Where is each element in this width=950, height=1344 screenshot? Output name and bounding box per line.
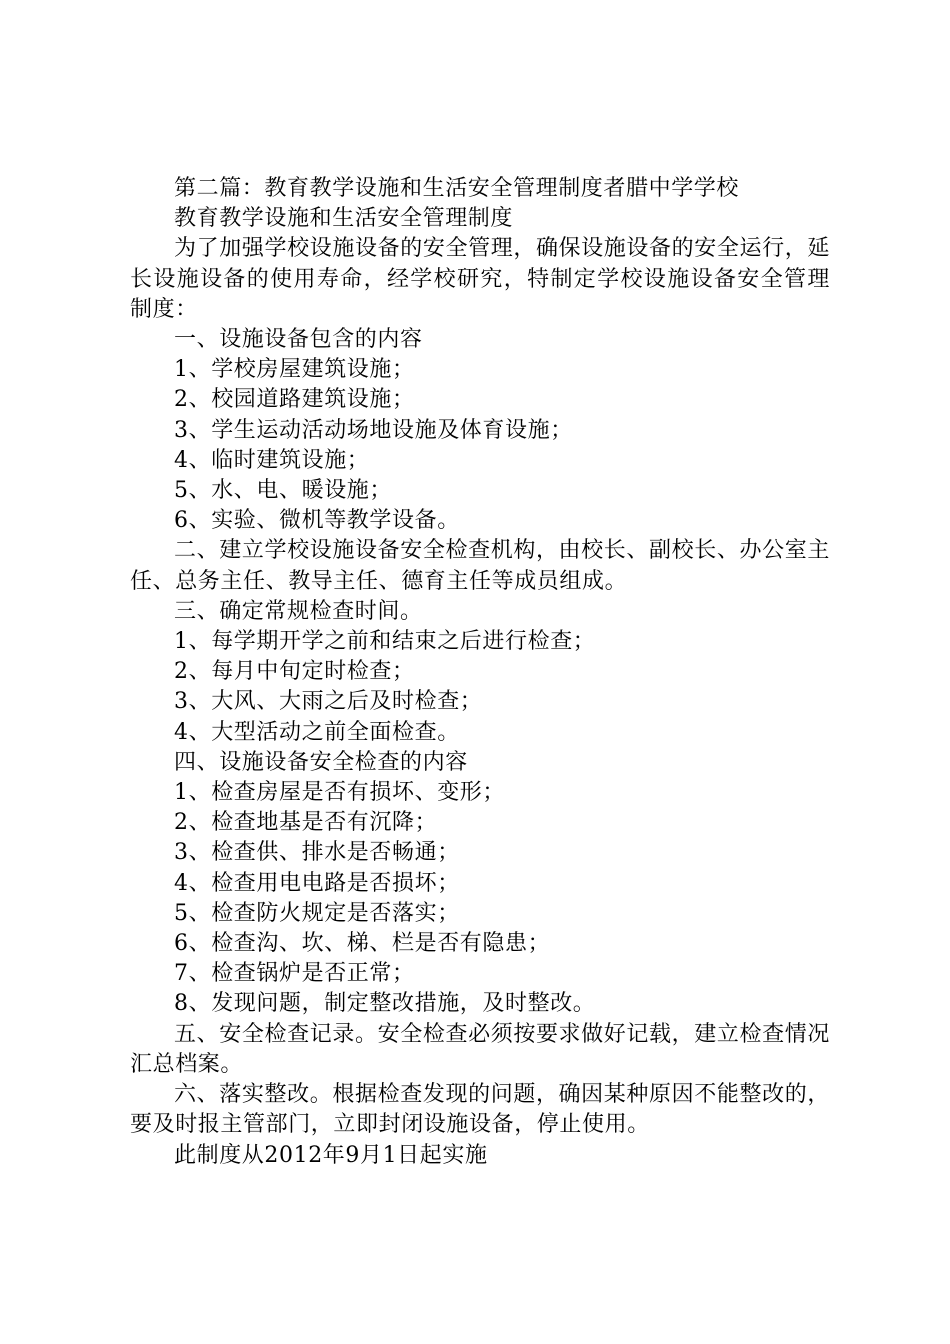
section-heading-2: 二、建立学校设施设备安全检查机构，由校长、副校长、办公室主任、总务主任、教导主任、德育主任等成员组成。 (130, 538, 830, 594)
list-item: 4、临时建筑设施； (174, 447, 370, 473)
list-item: 2、校园道路建筑设施； (174, 387, 415, 413)
list-item: 2、每月中旬定时检查； (174, 659, 415, 685)
list-item: 1、检查房屋是否有损坏、变形； (174, 780, 505, 806)
list-item: 3、学生运动活动场地设施及体育设施； (174, 417, 573, 443)
list-item: 6、实验、微机等教学设备。 (174, 508, 460, 534)
section-heading-4: 四、设施设备安全检查的内容 (174, 749, 468, 775)
section-heading-1: 一、设施设备包含的内容 (174, 327, 423, 353)
list-item: 5、检查防火规定是否落实； (174, 900, 460, 926)
section-heading-3: 三、确定常规检查时间。 (174, 598, 423, 624)
list-item: 5、水、电、暖设施； (174, 478, 392, 504)
document-subtitle: 教育教学设施和生活安全管理制度 (174, 206, 514, 232)
list-item: 1、每学期开学之前和结束之后进行检查； (174, 629, 596, 655)
effective-date-line: 此制度从2012年9月1日起实施 (174, 1142, 488, 1168)
list-item: 8、发现问题，制定整改措施，及时整改。 (174, 991, 596, 1017)
list-item: 1、学校房屋建筑设施； (174, 357, 415, 383)
intro-paragraph: 为了加强学校设施设备的安全管理，确保设施设备的安全运行，延长设施设备的使用寿命，经学校研究，特制定学校设施设备安全管理制度： (130, 236, 830, 322)
document-title: 第二篇：教育教学设施和生活安全管理制度者腊中学学校 (174, 176, 740, 201)
document-body (130, 174, 830, 1171)
list-item: 3、检查供、排水是否畅通； (174, 840, 460, 866)
list-item: 2、检查地基是否有沉降； (174, 810, 438, 836)
list-item: 6、检查沟、坎、梯、栏是否有隐患； (174, 931, 551, 957)
section-heading-5: 五、安全检查记录。安全检查必须按要求做好记载，建立检查情况汇总档案。 (130, 1021, 830, 1077)
section-heading-6: 六、落实整改。根据检查发现的问题，确因某种原因不能整改的，要及时报主管部门，立即封闭设施设备，停止使用。 (130, 1082, 830, 1138)
list-item: 4、大型活动之前全面检查。 (174, 719, 460, 745)
list-item: 7、检查锅炉是否正常； (174, 961, 415, 987)
list-item: 3、大风、大雨之后及时检查； (174, 689, 483, 715)
list-item: 4、检查用电电路是否损坏； (174, 870, 460, 896)
